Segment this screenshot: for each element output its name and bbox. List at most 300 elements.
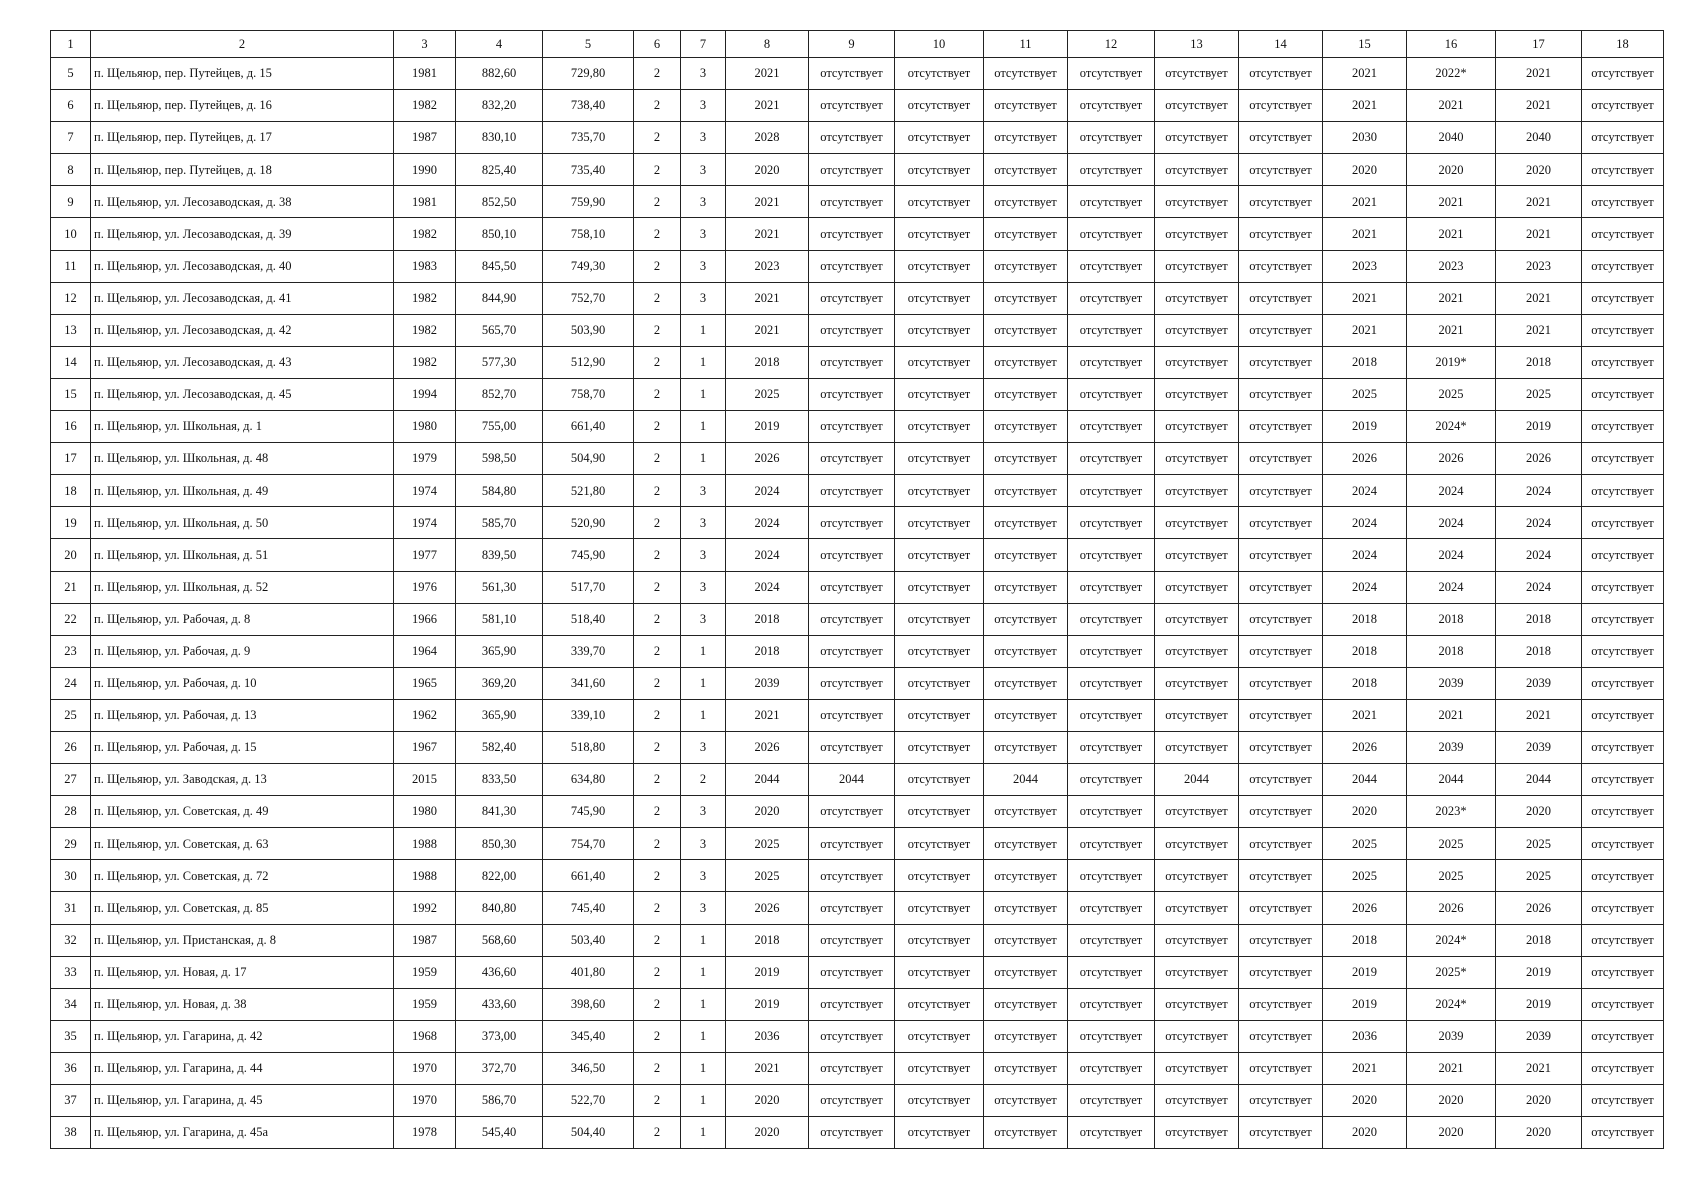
table-cell: отсутствует [984, 154, 1068, 186]
table-cell: 2025 [1407, 828, 1496, 860]
table-cell: отсутствует [809, 346, 895, 378]
row-number-cell: 11 [51, 250, 91, 282]
table-cell: отсутствует [1068, 539, 1155, 571]
table-cell: отсутствует [895, 58, 984, 90]
table-cell: отсутствует [1068, 122, 1155, 154]
address-cell: п. Щельяюр, ул. Гагарина, д. 45а [91, 1117, 394, 1149]
table-cell: 832,20 [456, 90, 543, 122]
table-cell: 844,90 [456, 282, 543, 314]
table-cell: 2021 [726, 314, 809, 346]
table-cell: отсутствует [895, 443, 984, 475]
table-cell: отсутствует [895, 90, 984, 122]
table-cell: отсутствует [1582, 218, 1664, 250]
table-cell: 1 [681, 1117, 726, 1149]
address-cell: п. Щельяюр, ул. Гагарина, д. 45 [91, 1085, 394, 1117]
table-cell: 1977 [394, 539, 456, 571]
table-cell: отсутствует [895, 699, 984, 731]
table-cell: отсутствует [1582, 122, 1664, 154]
table-cell: 1 [681, 411, 726, 443]
table-cell: 2026 [1323, 731, 1407, 763]
table-cell: 2021 [726, 58, 809, 90]
row-number-cell: 9 [51, 186, 91, 218]
table-row [51, 860, 1664, 892]
table-cell: 1981 [394, 58, 456, 90]
table-cell: 833,50 [456, 764, 543, 796]
table-cell: отсутствует [984, 892, 1068, 924]
row-number-cell: 31 [51, 892, 91, 924]
table-row [51, 1052, 1664, 1084]
table-cell: отсутствует [984, 58, 1068, 90]
table-cell: отсутствует [1582, 764, 1664, 796]
table-cell: отсутствует [895, 378, 984, 410]
table-cell: 372,70 [456, 1052, 543, 1084]
table-cell: отсутствует [809, 378, 895, 410]
table-cell: 1987 [394, 924, 456, 956]
table-cell: 2 [634, 956, 681, 988]
table-cell: 2 [681, 764, 726, 796]
table-cell: 2024 [726, 475, 809, 507]
table-cell: 369,20 [456, 667, 543, 699]
table-cell: 2025 [726, 828, 809, 860]
table-cell: отсутствует [1582, 571, 1664, 603]
table-cell: 2020 [1323, 154, 1407, 186]
table-cell: 2 [634, 860, 681, 892]
table-cell: отсутствует [984, 828, 1068, 860]
address-cell: п. Щельяюр, ул. Лесозаводская, д. 42 [91, 314, 394, 346]
table-cell: 2021 [726, 1052, 809, 1084]
table-cell: 2024 [1496, 539, 1582, 571]
table-cell: 2 [634, 154, 681, 186]
table-cell: 586,70 [456, 1085, 543, 1117]
table-cell: отсутствует [895, 860, 984, 892]
table-cell: отсутствует [895, 892, 984, 924]
table-cell: отсутствует [1155, 1117, 1239, 1149]
table-cell: 2020 [726, 1117, 809, 1149]
address-cell: п. Щельяюр, ул. Рабочая, д. 10 [91, 667, 394, 699]
table-row [51, 764, 1664, 796]
table-cell: отсутствует [1239, 282, 1323, 314]
table-cell: 1 [681, 1020, 726, 1052]
table-cell: 2021 [726, 90, 809, 122]
table-cell: 2039 [1407, 1020, 1496, 1052]
table-cell: отсутствует [809, 635, 895, 667]
table-cell: 1959 [394, 988, 456, 1020]
table-cell: отсутствует [1582, 635, 1664, 667]
table-cell: 2039 [726, 667, 809, 699]
table-cell: отсутствует [1155, 956, 1239, 988]
address-cell: п. Щельяюр, ул. Школьная, д. 50 [91, 507, 394, 539]
column-number-header: 5 [543, 31, 634, 58]
table-row [51, 796, 1664, 828]
address-cell: п. Щельяюр, ул. Советская, д. 85 [91, 892, 394, 924]
address-cell: п. Щельяюр, ул. Лесозаводская, д. 38 [91, 186, 394, 218]
table-cell: 2025 [1407, 860, 1496, 892]
table-cell: отсутствует [809, 411, 895, 443]
table-cell: 2 [634, 250, 681, 282]
row-number-cell: 5 [51, 58, 91, 90]
address-cell: п. Щельяюр, ул. Лесозаводская, д. 39 [91, 218, 394, 250]
table-row [51, 892, 1664, 924]
table-cell: отсутствует [1239, 828, 1323, 860]
table-cell: 661,40 [543, 411, 634, 443]
table-cell: отсутствует [809, 186, 895, 218]
table-cell: 2 [634, 539, 681, 571]
row-number-cell: 7 [51, 122, 91, 154]
column-number-header: 15 [1323, 31, 1407, 58]
table-cell: 2021 [1407, 90, 1496, 122]
table-cell: 346,50 [543, 1052, 634, 1084]
table-cell: 584,80 [456, 475, 543, 507]
table-cell: 2 [634, 58, 681, 90]
table-cell: отсутствует [1239, 956, 1323, 988]
table-cell: 2020 [1496, 1085, 1582, 1117]
row-number-cell: 13 [51, 314, 91, 346]
table-cell: 2024 [1496, 475, 1582, 507]
table-cell: 2020 [726, 154, 809, 186]
table-cell: отсутствует [895, 764, 984, 796]
table-cell: 2018 [1323, 667, 1407, 699]
table-cell: 2018 [1323, 635, 1407, 667]
table-cell: 852,50 [456, 186, 543, 218]
table-cell: отсутствует [1239, 122, 1323, 154]
table-cell: 3 [681, 250, 726, 282]
table-cell: 2018 [1496, 635, 1582, 667]
table-cell: отсутствует [984, 635, 1068, 667]
table-cell: отсутствует [984, 699, 1068, 731]
address-cell: п. Щельяюр, ул. Пристанская, д. 8 [91, 924, 394, 956]
table-cell: 2018 [726, 603, 809, 635]
table-cell: отсутствует [1155, 828, 1239, 860]
table-cell: 2024 [726, 571, 809, 603]
table-cell: 2018 [1323, 924, 1407, 956]
table-cell: 2040 [1407, 122, 1496, 154]
table-cell: 512,90 [543, 346, 634, 378]
table-cell: 2021 [1496, 1052, 1582, 1084]
table-cell: 1983 [394, 250, 456, 282]
address-cell: п. Щельяюр, ул. Рабочая, д. 15 [91, 731, 394, 763]
table-cell: 850,30 [456, 828, 543, 860]
table-cell: 2039 [1496, 731, 1582, 763]
table-cell: отсутствует [1239, 475, 1323, 507]
table-cell: 504,90 [543, 443, 634, 475]
table-cell: 2024* [1407, 924, 1496, 956]
column-number-header: 8 [726, 31, 809, 58]
table-cell: отсутствует [809, 443, 895, 475]
row-number-cell: 8 [51, 154, 91, 186]
table-cell: 2025 [1496, 828, 1582, 860]
table-cell: 522,70 [543, 1085, 634, 1117]
table-cell: отсутствует [809, 828, 895, 860]
table-cell: 2019 [1323, 956, 1407, 988]
table-cell: 2025* [1407, 956, 1496, 988]
table-cell: отсутствует [1155, 731, 1239, 763]
table-cell: отсутствует [895, 828, 984, 860]
table-cell: отсутствует [1155, 635, 1239, 667]
table-cell: отсутствует [1582, 186, 1664, 218]
table-cell: отсутствует [984, 314, 1068, 346]
table-cell: 3 [681, 796, 726, 828]
table-cell: отсутствует [1582, 90, 1664, 122]
table-cell: 1990 [394, 154, 456, 186]
table-cell: отсутствует [895, 1085, 984, 1117]
table-cell: отсутствует [1582, 539, 1664, 571]
address-cell: п. Щельяюр, ул. Советская, д. 49 [91, 796, 394, 828]
table-cell: 2021 [1323, 90, 1407, 122]
table-cell: отсутствует [895, 667, 984, 699]
table-cell: 2044 [1155, 764, 1239, 796]
table-cell: отсутствует [1239, 796, 1323, 828]
table-cell: 1970 [394, 1052, 456, 1084]
row-number-cell: 29 [51, 828, 91, 860]
table-cell: 2023 [726, 250, 809, 282]
table-cell: отсутствует [1582, 282, 1664, 314]
table-cell: 2021 [726, 218, 809, 250]
table-cell: 2023* [1407, 796, 1496, 828]
table-cell: отсутствует [1582, 731, 1664, 763]
table-cell: отсутствует [1239, 1020, 1323, 1052]
table-cell: 2 [634, 218, 681, 250]
table-cell: 738,40 [543, 90, 634, 122]
row-number-cell: 30 [51, 860, 91, 892]
table-cell: отсутствует [895, 988, 984, 1020]
row-number-cell: 37 [51, 1085, 91, 1117]
table-cell: 2021 [726, 186, 809, 218]
table-cell: 1979 [394, 443, 456, 475]
table-row [51, 667, 1664, 699]
table-cell: отсутствует [984, 860, 1068, 892]
table-cell: 2024 [1323, 507, 1407, 539]
table-row [51, 122, 1664, 154]
row-number-cell: 24 [51, 667, 91, 699]
table-cell: 2019 [1496, 988, 1582, 1020]
table-cell: отсутствует [1239, 731, 1323, 763]
address-cell: п. Щельяюр, пер. Путейцев, д. 15 [91, 58, 394, 90]
table-cell: отсутствует [1068, 860, 1155, 892]
table-cell: отсутствует [1155, 443, 1239, 475]
table-cell: 2026 [1323, 443, 1407, 475]
table-cell: 2044 [1407, 764, 1496, 796]
table-cell: отсутствует [809, 58, 895, 90]
table-cell: 2018 [1323, 346, 1407, 378]
table-cell: отсутствует [809, 507, 895, 539]
table-cell: 2044 [1496, 764, 1582, 796]
table-cell: отсутствует [1239, 988, 1323, 1020]
address-cell: п. Щельяюр, ул. Школьная, д. 1 [91, 411, 394, 443]
table-cell: отсутствует [1068, 475, 1155, 507]
table-cell: отсутствует [1582, 892, 1664, 924]
table-cell: отсутствует [1068, 154, 1155, 186]
table-cell: 1 [681, 443, 726, 475]
table-cell: отсутствует [809, 1052, 895, 1084]
table-cell: 581,10 [456, 603, 543, 635]
address-cell: п. Щельяюр, ул. Новая, д. 17 [91, 956, 394, 988]
table-cell: 3 [681, 828, 726, 860]
table-row [51, 603, 1664, 635]
table-cell: отсутствует [1155, 250, 1239, 282]
table-cell: отсутствует [1155, 122, 1239, 154]
table-cell: 2021 [1323, 1052, 1407, 1084]
table-cell: 1992 [394, 892, 456, 924]
table-cell: отсутствует [1068, 186, 1155, 218]
table-cell: отсутствует [984, 796, 1068, 828]
address-cell: п. Щельяюр, ул. Советская, д. 72 [91, 860, 394, 892]
table-cell: 2018 [726, 924, 809, 956]
table-cell: 1965 [394, 667, 456, 699]
table-cell: 2 [634, 411, 681, 443]
table-cell: 568,60 [456, 924, 543, 956]
table-cell: 2020 [1323, 796, 1407, 828]
table-cell: 2024 [1323, 539, 1407, 571]
table-cell: отсутствует [1239, 1117, 1323, 1149]
table-cell: отсутствует [1582, 828, 1664, 860]
table-cell: 517,70 [543, 571, 634, 603]
table-cell: отсутствует [984, 411, 1068, 443]
table-cell: отсутствует [895, 796, 984, 828]
table-cell: 2023 [1407, 250, 1496, 282]
table-cell: отсутствует [1239, 411, 1323, 443]
table-cell: 1982 [394, 90, 456, 122]
column-number-header: 9 [809, 31, 895, 58]
table-cell: 345,40 [543, 1020, 634, 1052]
table-cell: 341,60 [543, 667, 634, 699]
table-cell: 2 [634, 828, 681, 860]
table-row [51, 218, 1664, 250]
table-cell: отсутствует [984, 924, 1068, 956]
table-cell: 2036 [1323, 1020, 1407, 1052]
table-cell: отсутствует [1155, 90, 1239, 122]
table-cell: отсутствует [1582, 860, 1664, 892]
column-number-header: 12 [1068, 31, 1155, 58]
table-cell: 1 [681, 378, 726, 410]
address-cell: п. Щельяюр, ул. Школьная, д. 48 [91, 443, 394, 475]
address-cell: п. Щельяюр, пер. Путейцев, д. 16 [91, 90, 394, 122]
table-cell: 2026 [1496, 443, 1582, 475]
table-cell: отсутствует [1068, 346, 1155, 378]
table-row [51, 250, 1664, 282]
address-cell: п. Щельяюр, ул. Лесозаводская, д. 41 [91, 282, 394, 314]
table-cell: 2039 [1407, 731, 1496, 763]
table-cell: отсутствует [1068, 58, 1155, 90]
table-cell: отсутствует [895, 731, 984, 763]
table-cell: отсутствует [1582, 1117, 1664, 1149]
address-cell: п. Щельяюр, ул. Новая, д. 38 [91, 988, 394, 1020]
table-cell: 840,80 [456, 892, 543, 924]
address-cell: п. Щельяюр, ул. Советская, д. 63 [91, 828, 394, 860]
table-cell: 2024 [1496, 507, 1582, 539]
table-cell: отсутствует [984, 1085, 1068, 1117]
table-cell: отсутствует [1582, 603, 1664, 635]
table-cell: отсутствует [1068, 828, 1155, 860]
table-cell: отсутствует [984, 571, 1068, 603]
table-cell: отсутствует [1068, 282, 1155, 314]
table-cell: 2044 [984, 764, 1068, 796]
table-cell: отсутствует [984, 90, 1068, 122]
table-cell: отсутствует [1068, 314, 1155, 346]
table-cell: отсутствует [1582, 699, 1664, 731]
table-cell: 839,50 [456, 539, 543, 571]
table-cell: отсутствует [895, 1052, 984, 1084]
table-row [51, 58, 1664, 90]
table-cell: отсутствует [1068, 571, 1155, 603]
table-row [51, 571, 1664, 603]
table-cell: отсутствует [1068, 1020, 1155, 1052]
column-number-header: 17 [1496, 31, 1582, 58]
table-cell: 852,70 [456, 378, 543, 410]
column-number-header: 3 [394, 31, 456, 58]
table-cell: 2021 [1323, 699, 1407, 731]
table-cell: 2024 [1407, 571, 1496, 603]
table-cell: отсутствует [895, 122, 984, 154]
table-cell: отсутствует [984, 186, 1068, 218]
address-cell: п. Щельяюр, ул. Заводская, д. 13 [91, 764, 394, 796]
table-cell: 2020 [1496, 1117, 1582, 1149]
table-cell: отсутствует [1582, 507, 1664, 539]
table-cell: отсутствует [895, 282, 984, 314]
table-cell: 1967 [394, 731, 456, 763]
table-cell: 2024 [1407, 507, 1496, 539]
table-cell: 2021 [1407, 314, 1496, 346]
table-cell: 2024 [726, 539, 809, 571]
table-cell: 2021 [1407, 186, 1496, 218]
table-cell: отсутствует [1155, 218, 1239, 250]
table-cell: отсутствует [1155, 314, 1239, 346]
table-cell: 2 [634, 1052, 681, 1084]
table-cell: 2 [634, 924, 681, 956]
table-cell: отсутствует [809, 154, 895, 186]
table-cell: отсутствует [1239, 1052, 1323, 1084]
table-cell: 2026 [1323, 892, 1407, 924]
table-row [51, 988, 1664, 1020]
table-cell: отсутствует [809, 892, 895, 924]
table-cell: отсутствует [809, 282, 895, 314]
table-row [51, 1020, 1664, 1052]
table-cell: отсутствует [1068, 635, 1155, 667]
table-cell: отсутствует [809, 218, 895, 250]
table-cell: отсутствует [1155, 796, 1239, 828]
row-number-cell: 19 [51, 507, 91, 539]
table-cell: 1981 [394, 186, 456, 218]
table-cell: отсутствует [1068, 90, 1155, 122]
table-cell: 822,00 [456, 860, 543, 892]
table-cell: отсутствует [1155, 667, 1239, 699]
table-row [51, 635, 1664, 667]
table-cell: 1964 [394, 635, 456, 667]
table-cell: 545,40 [456, 1117, 543, 1149]
table-cell: отсутствует [1068, 218, 1155, 250]
table-cell: 2020 [726, 796, 809, 828]
table-cell: отсутствует [1582, 1052, 1664, 1084]
table-cell: отсутствует [1068, 1085, 1155, 1117]
table-row [51, 956, 1664, 988]
table-row [51, 411, 1664, 443]
row-number-cell: 17 [51, 443, 91, 475]
table-cell: отсутствует [1239, 378, 1323, 410]
column-number-header: 2 [91, 31, 394, 58]
table-cell: 2 [634, 635, 681, 667]
table-cell: отсутствует [1155, 699, 1239, 731]
table-cell: 2028 [726, 122, 809, 154]
table-cell: 841,30 [456, 796, 543, 828]
table-cell: 2021 [1323, 58, 1407, 90]
address-cell: п. Щельяюр, ул. Школьная, д. 51 [91, 539, 394, 571]
table-cell: отсутствует [1239, 571, 1323, 603]
column-number-header: 16 [1407, 31, 1496, 58]
table-cell: 2023 [1323, 250, 1407, 282]
table-cell: 2025 [1323, 828, 1407, 860]
table-cell: отсутствует [984, 443, 1068, 475]
column-number-header: 10 [895, 31, 984, 58]
table-cell: 2 [634, 1020, 681, 1052]
